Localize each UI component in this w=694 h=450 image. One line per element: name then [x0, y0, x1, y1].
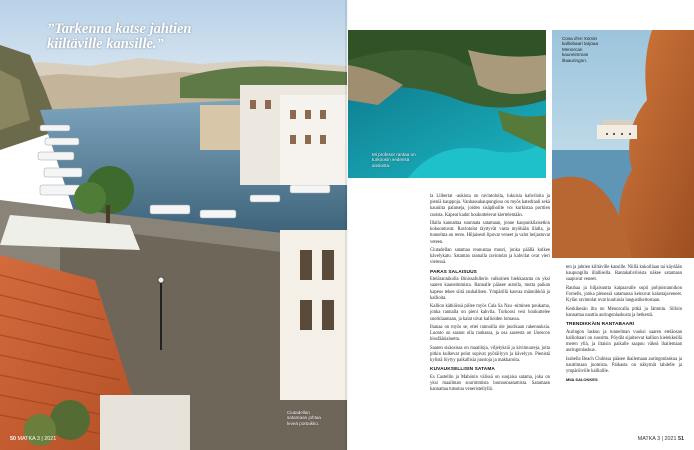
body-paragraph: Auringon laskun ja tunnelman vuoksi saaren eteläosan kalliobaari on suosittu. Pöydät sijaitsevat kallion kielekkeillä meren yllä, ja iltaisin paikalle saapuu väkeä ihailemaan auringonlaskua.: [566, 329, 682, 354]
article-column-2: [566, 265, 682, 384]
body-paragraph: Es Castellin ja Mahónin välissä on suojaisa satama, joka on yksi maailman suurimmista luonnonsatamista. Satamaan kannattaa tutustua veneristeilyllä.: [430, 375, 550, 393]
author-credit: MIIA SALOKKES: [566, 377, 598, 383]
body-paragraph: Ciutadellan satamaa reunustaa muuri, jonka päällä kulkee kävelykatu. Sataman rannalla ravintolat ja kahvilat ovat vieri vieressä.: [430, 248, 550, 266]
body-paragraph: Illalla kannattaa suunnata satamaan, jonne kaupunkilaisetkin kokoontuvat. Ravintolat täyttyvät vasta myöhään illalla, ja tunnelma on rento. Hiljaisesti lipuvat veneet ja valot heijastuvat veteen.: [430, 221, 550, 245]
right-magazine-name: MATKA 3 | 2021: [637, 436, 677, 442]
harbor-caption: Ciutadellan satamaan johtaa leveä portaikko.: [287, 410, 321, 426]
body-paragraph: Keskikesän ilta on Menorcalla pitkä ja lämmin. Silloin kannattaa nauttia auringonlaskusta ja hetkestä.: [566, 306, 682, 318]
section-heading: PARAS SALAISUUS: [430, 269, 477, 275]
section-heading: KUVAUKSELLISIN SATAMA: [430, 367, 495, 373]
headline: ”Tarkenna katse jahtien kiiltäville kansille.”: [47, 21, 192, 52]
right-folio: [638, 436, 684, 442]
body-paragraph: Etelärannikolla Binissafullerin valkoinen hiekkaranta on yksi saaren kauneimmista. Rannalle pääsee autolla, mutta paikan kapeus tekee siitä rauhallisen. Ympärillä kasvaa männikköä ja kallioita.: [430, 277, 550, 301]
body-paragraph: Saaren sisäosissa on maatiloja, viljelyksiä ja kivimuureja, joita pitkin kulkevat polut sopivat pyöräilyyn ja kävelyyn. Pienistä kylistä löytyy paikallisia juustoja ja makkaroita.: [430, 345, 550, 364]
body-paragraph: Ihanaa on myös se, ettei rannoilla ole juurikaan rakennuksia. Luonto on saanut olla rauhassa, ja osa saaresta on Unescon biosfäärialuetta.: [430, 325, 550, 343]
cliff-caption: Cova d'en Xoroin kalliobaari tarjoaa Menorcan kauneimman iltaauringon.: [562, 36, 599, 63]
body-paragraph: ten ja jahtien kiiltäville kansille. Niillä kokoillaan tai käydään kaupungilla illallisella. Rantakahviloista näkee satamaan saapuvat veneet.: [566, 265, 682, 283]
body-paragraph: Isabella Beach Clubissa pääsee ihailemaan auringonlaskua ja nauttimaan juomista. Paikasta on näkymät lahdelle ja ympäröiville kallioille.: [566, 356, 682, 374]
left-magazine-name: MATKA 3 | 2021: [17, 436, 57, 442]
left-page-number: 50: [10, 436, 16, 442]
body-paragraph: Kallion kätköissä piilee myös Cala Sa Nau -niminen poukama, jonka rannalla on pieni kahvila. Turkoosi vesi houkuttelee snorklaamaan, ja kalat uivat kallioiden lomassa.: [430, 304, 550, 322]
article-column-1: [430, 194, 550, 396]
left-folio: [10, 436, 56, 442]
cliff-photo: [552, 30, 694, 258]
section-heading: TRENDIKKÄIN RANTABAARI: [566, 322, 635, 327]
body-paragraph: la Llibertat -aukiota on ravintoloita, lukuisia kahviloita ja pieniä kauppoja. Vanhassakaupungissa on myös katedraali sekä kauniita palatseja, joiden sisäpihoille voi kurkistaa porttien raoista. Kapeat kadut houkuttelevat kiertelemään.: [430, 194, 550, 218]
cove-caption: Mi profesor rantaa on turkoosin vedensä ansiosta.: [372, 152, 416, 168]
right-page-number: 51: [678, 436, 684, 442]
body-paragraph: Rauhaa ja hiljaisuutta kaipaavalle sopii pohjoisrannikon Fornells, jonka pienessä satamassa keinuvat kalastajaveneet. Kylän ravintolat ovat kuuluisia langustikeitostaan.: [566, 285, 682, 304]
